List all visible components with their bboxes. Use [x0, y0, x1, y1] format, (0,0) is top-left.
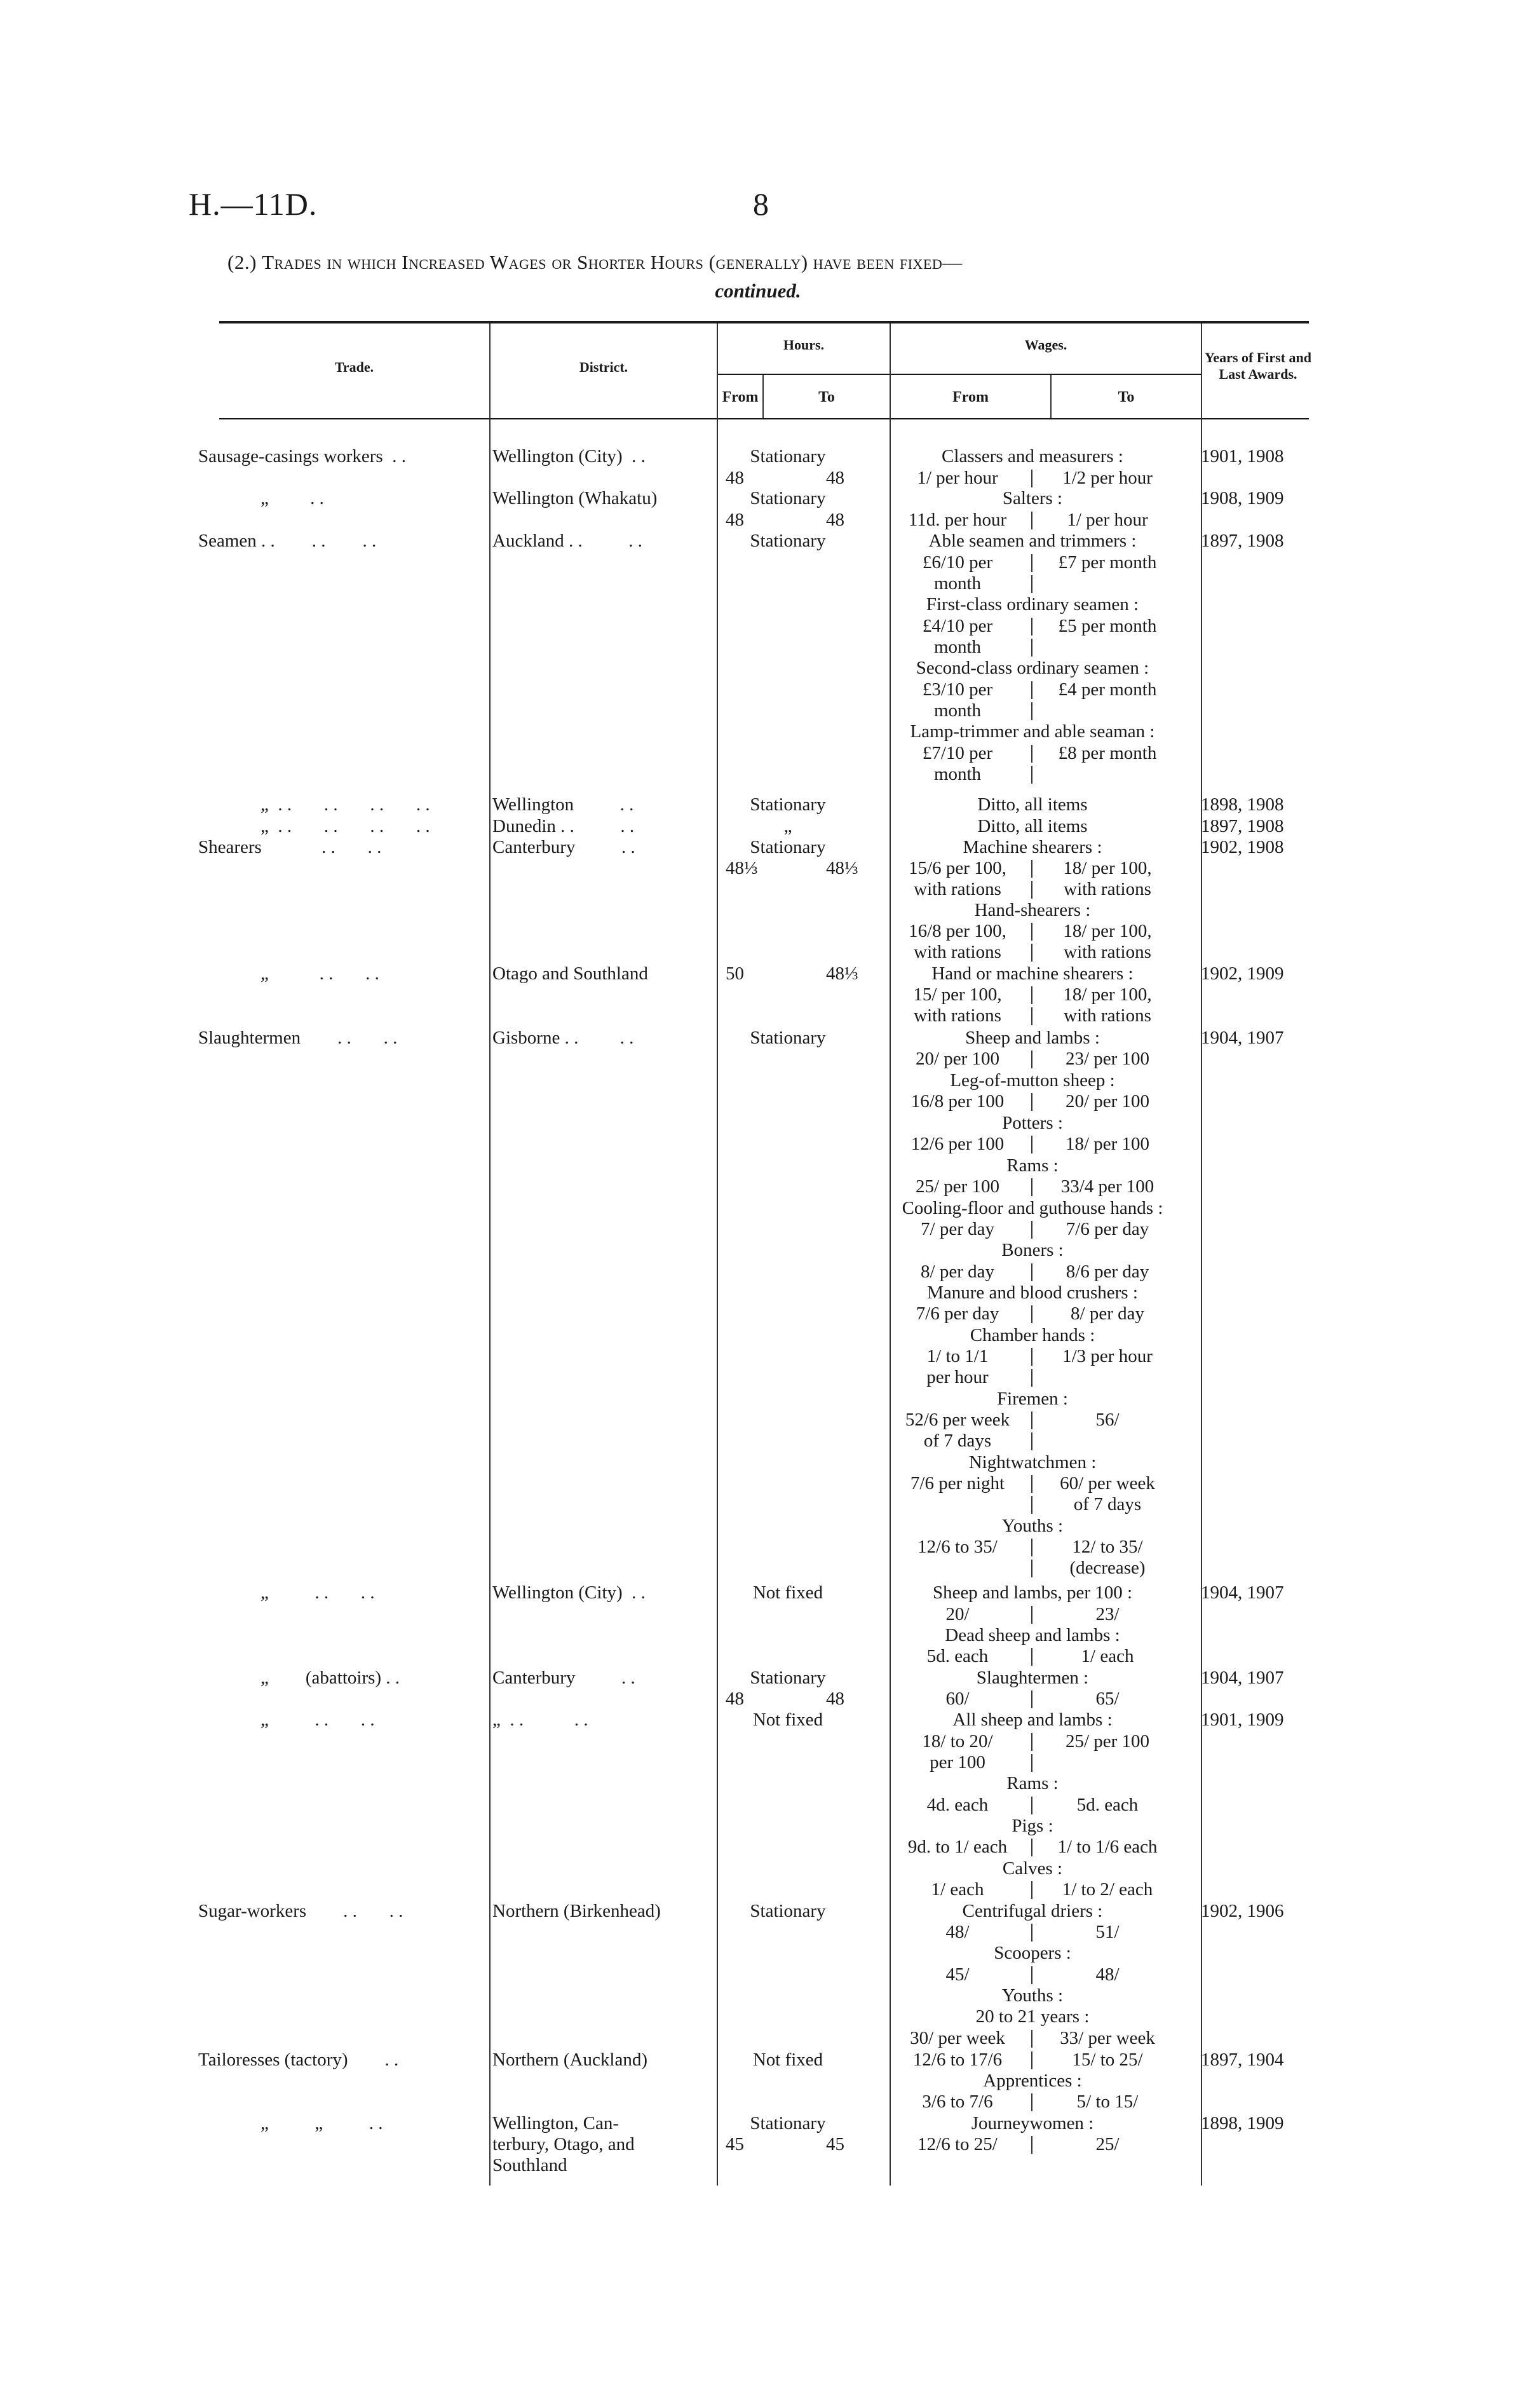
wage-category: Hand or machine shearers :	[931, 963, 1134, 984]
years-cell: 1902, 1908	[1201, 837, 1284, 857]
wage-from-cell: of 7 days	[923, 1431, 992, 1451]
wage-separator	[1031, 575, 1032, 593]
trade-cell: Sausage-casings workers . .	[198, 446, 406, 466]
wage-separator	[1031, 1051, 1032, 1068]
wage-category: Leg-of-mutton sheep :	[950, 1070, 1115, 1091]
trade-cell: Tailoresses (tactory) . .	[198, 2050, 399, 2070]
wage-to-cell: 25/	[1095, 2134, 1120, 2154]
district-cell: Otago and Southland	[492, 963, 648, 984]
trade-cell: „ . .	[261, 488, 324, 508]
wage-separator	[1031, 1136, 1032, 1153]
wage-from-cell: 7/6 per night	[910, 1473, 1005, 1493]
trade-cell: „ . . . .	[261, 1582, 375, 1603]
wage-category: Firemen :	[997, 1389, 1068, 1409]
wage-from-cell: £6/10 per	[922, 552, 993, 573]
years-cell: 1901, 1909	[1201, 1710, 1284, 1730]
wage-separator	[1031, 766, 1032, 784]
wage-from-cell: £7/10 per	[922, 743, 993, 763]
wage-category: Ditto, all items	[977, 816, 1088, 836]
wage-from-cell: 16/8 per 100	[910, 1091, 1005, 1112]
wage-category: Able seamen and trimmers :	[928, 531, 1137, 551]
wage-to-cell: 60/ per week	[1060, 1473, 1155, 1493]
trade-cell: Shearers . . . .	[198, 837, 382, 857]
wage-from-cell: 20/	[945, 1604, 970, 1624]
wage-to-cell: £7 per month	[1058, 552, 1157, 573]
wage-separator	[1031, 470, 1032, 487]
wage-category: Lamp-trimmer and able seaman :	[910, 721, 1155, 742]
wage-category: Youths :	[1001, 1985, 1064, 2006]
wage-from-cell: 1/ per hour	[917, 468, 998, 488]
hours-cell: „	[783, 816, 792, 836]
wage-separator	[1031, 1924, 1032, 1942]
wage-separator	[1031, 745, 1032, 763]
hours-cell: Stationary	[750, 446, 826, 466]
wage-separator	[1031, 512, 1032, 529]
district-cell: Northern (Auckland)	[492, 2050, 647, 2070]
wage-separator	[1031, 1966, 1032, 1984]
wage-from-cell: 15/6 per 100,	[909, 858, 1006, 878]
years-cell: 1904, 1907	[1201, 1582, 1284, 1603]
wage-from-cell: 48/	[945, 1922, 970, 1942]
years-cell: 1908, 1909	[1201, 488, 1284, 508]
title-continued: continued.	[715, 280, 801, 302]
wage-separator	[1031, 923, 1032, 941]
wage-category: Centrifugal driers :	[962, 1901, 1103, 1921]
wage-category: Apprentices :	[983, 2071, 1082, 2091]
header-hours-from: From	[722, 389, 759, 405]
years-cell: 1901, 1908	[1201, 446, 1284, 466]
wage-category: Hand-shearers :	[974, 900, 1091, 920]
years-cell: 1902, 1909	[1201, 963, 1284, 984]
wage-to-cell: 51/	[1095, 1922, 1120, 1942]
wage-category: Rams :	[1006, 1773, 1059, 1793]
wage-separator	[1031, 1369, 1032, 1387]
district-cell: Auckland . . . .	[492, 531, 642, 551]
wage-to-cell: 8/ per day	[1071, 1303, 1144, 1324]
wage-category: Potters :	[1002, 1113, 1063, 1133]
years-cell: 1904, 1907	[1201, 1028, 1284, 1048]
wage-category: Salters :	[1002, 488, 1063, 508]
wage-from-cell: 60/	[945, 1689, 970, 1709]
years-cell: 1904, 1907	[1201, 1668, 1284, 1688]
wage-from-cell: month	[933, 637, 982, 657]
wage-separator	[1031, 1648, 1032, 1666]
wage-category: Boners :	[1001, 1240, 1064, 1260]
wage-category: Cooling-floor and guthouse hands :	[902, 1198, 1163, 1218]
district-cell-continued: terbury, Otago, and	[492, 2134, 635, 2154]
wage-from-cell: month	[933, 573, 982, 594]
wage-to-cell: 1/ each	[1081, 1646, 1134, 1666]
wage-separator	[1031, 1475, 1032, 1493]
hours-cell: Stationary	[750, 2113, 826, 2133]
title-prefix: (2.)	[227, 251, 257, 273]
wage-to-cell: 23/	[1095, 1604, 1120, 1624]
wage-to-cell: 1/ to 2/ each	[1062, 1879, 1153, 1900]
wage-from-cell: with rations	[914, 942, 1001, 962]
hours-from-cell: 48	[726, 468, 744, 488]
trade-cell: Seamen . . . . . .	[198, 531, 377, 551]
wage-separator	[1031, 1496, 1032, 1514]
wage-to-cell: 7/6 per day	[1066, 1219, 1149, 1239]
wage-separator	[1031, 1690, 1032, 1708]
wage-separator	[1031, 1839, 1032, 1856]
wage-separator	[1031, 1560, 1032, 1577]
wage-from-cell: £3/10 per	[922, 679, 993, 700]
wage-from-cell: 52/6 per week	[905, 1410, 1010, 1430]
header-wages-to: To	[1118, 389, 1135, 405]
district-cell: „ . . . .	[492, 1710, 588, 1730]
wage-separator	[1031, 1305, 1032, 1323]
wage-separator	[1031, 681, 1032, 699]
wage-separator	[1031, 944, 1032, 962]
district-cell: Wellington (Whakatu)	[492, 488, 658, 508]
wage-from-cell: per hour	[926, 1367, 989, 1387]
wage-to-cell: 1/ per hour	[1067, 510, 1148, 530]
wage-from-cell: £4/10 per	[922, 616, 993, 636]
wage-from-cell: 5d. each	[926, 1646, 989, 1666]
wage-separator	[1031, 986, 1032, 1004]
wage-from-cell: 18/ to 20/	[922, 1731, 993, 1752]
wage-category: All sheep and lambs :	[952, 1710, 1113, 1730]
hours-cell: Stationary	[750, 488, 826, 508]
hours-cell: Not fixed	[752, 1710, 823, 1730]
district-cell: Northern (Birkenhead)	[492, 1901, 661, 1921]
years-cell: 1897, 1908	[1201, 816, 1284, 836]
district-cell: Dunedin . . . .	[492, 816, 635, 836]
trade-cell: „ . . . . . . . .	[261, 794, 430, 815]
wage-category: Slaughtermen :	[976, 1668, 1089, 1688]
wage-from-cell: month	[933, 764, 982, 784]
hours-cell: Stationary	[750, 1668, 826, 1688]
wage-from-cell: 1/ to 1/1	[926, 1346, 989, 1366]
wage-separator	[1031, 702, 1032, 720]
wage-separator	[1031, 639, 1032, 656]
district-cell: Wellington (City) . .	[492, 1582, 646, 1603]
wage-from-cell: with rations	[914, 1005, 1001, 1026]
wage-separator	[1031, 2051, 1032, 2069]
wage-from-cell: 15/ per 100,	[913, 984, 1002, 1005]
wage-to-cell: 23/ per 100	[1065, 1049, 1150, 1069]
wage-to-cell: 1/2 per hour	[1062, 468, 1153, 488]
wage-separator	[1031, 1432, 1032, 1450]
trade-cell: „ . . . .	[261, 963, 379, 984]
wage-to-cell: 12/ to 35/	[1072, 1537, 1143, 1557]
wage-from-cell: 11d. per hour	[908, 510, 1007, 530]
years-cell: 1898, 1908	[1201, 794, 1284, 815]
district-cell: Wellington, Can-	[492, 2113, 619, 2133]
wage-to-cell: 18/ per 100,	[1063, 984, 1152, 1005]
years-cell: 1902, 1906	[1201, 1901, 1284, 1921]
district-cell-continued: Southland	[492, 2155, 567, 2175]
wage-from-cell: 12/6 to 17/6	[912, 2050, 1003, 2070]
title-text: Trades in which Increased Wages or Shorter Hours (generally) have been fixed—	[262, 251, 963, 273]
hours-from-cell: 48⅓	[726, 858, 758, 878]
wage-from-cell: 12/6 to 25/	[917, 2134, 998, 2154]
wage-separator	[1031, 1093, 1032, 1111]
wage-to-cell: 33/4 per 100	[1060, 1176, 1154, 1197]
hours-cell: Stationary	[750, 531, 826, 551]
wage-to-cell: 1/3 per hour	[1062, 1346, 1153, 1366]
hours-from-cell: 48	[726, 510, 744, 530]
wage-category: Nightwatchmen :	[968, 1452, 1097, 1473]
wage-category: Dead sheep and lambs :	[945, 1625, 1120, 1645]
hours-cell: Stationary	[750, 1028, 826, 1048]
hours-from-cell: 45	[726, 2134, 744, 2154]
wage-category: 20 to 21 years :	[975, 2006, 1090, 2027]
hours-cell: Stationary	[750, 794, 826, 815]
wage-from-cell: 8/ per day	[921, 1262, 994, 1282]
wage-to-cell: 1/ to 1/6 each	[1057, 1837, 1158, 1857]
header-hours-to: To	[818, 389, 835, 405]
wage-to-cell: 18/ per 100	[1065, 1134, 1150, 1154]
years-cell: 1898, 1909	[1201, 2113, 1284, 2133]
wage-category: Scoopers :	[994, 1943, 1071, 1963]
wage-to-cell: with rations	[1064, 1005, 1151, 1026]
wage-to-cell: with rations	[1064, 879, 1151, 899]
wage-from-cell: 25/ per 100	[915, 1176, 1000, 1197]
district-cell: Wellington (City) . .	[492, 446, 646, 466]
wage-separator	[1031, 1881, 1032, 1899]
hours-cell: Stationary	[750, 837, 826, 857]
hours-to-cell: 48	[826, 468, 844, 488]
wage-separator	[1031, 1733, 1032, 1751]
hours-to-cell: 48⅓	[826, 963, 858, 984]
wage-separator	[1031, 1797, 1032, 1814]
years-cell: 1897, 1908	[1201, 531, 1284, 551]
wage-category: Pigs :	[1012, 1816, 1053, 1836]
hours-to-cell: 48	[826, 1689, 844, 1709]
wage-category: Classers and measurers :	[942, 446, 1123, 466]
hours-from-cell: 48	[726, 1689, 744, 1709]
wage-separator	[1031, 1007, 1032, 1025]
wage-separator	[1031, 2093, 1032, 2111]
district-cell: Canterbury . .	[492, 1668, 635, 1688]
wage-from-cell: 7/ per day	[921, 1219, 994, 1239]
wage-to-cell: 65/	[1095, 1689, 1120, 1709]
wage-from-cell: per 100	[930, 1752, 985, 1772]
wage-from-cell: 20/ per 100	[915, 1049, 1000, 1069]
wage-to-cell: £4 per month	[1058, 679, 1157, 700]
wage-to-cell: 33/ per week	[1060, 2028, 1155, 2048]
wage-separator	[1031, 1539, 1032, 1556]
wage-from-cell: 30/ per week	[910, 2028, 1005, 2048]
hours-cell: Stationary	[750, 1901, 826, 1921]
wage-separator	[1031, 554, 1032, 572]
wage-from-cell: 12/6 to 35/	[917, 1537, 998, 1557]
wage-category: Journeywomen :	[971, 2113, 1094, 2133]
wage-to-cell: 18/ per 100,	[1063, 858, 1152, 878]
wage-separator	[1031, 1221, 1032, 1239]
wage-separator	[1031, 2030, 1032, 2048]
wage-category: Chamber hands :	[970, 1325, 1095, 1345]
trade-cell: Sugar-workers . . . .	[198, 1901, 403, 1921]
header-hours: Hours.	[783, 337, 825, 353]
wage-from-cell: 16/8 per 100,	[909, 921, 1006, 941]
wage-from-cell: 4d. each	[926, 1795, 989, 1815]
wage-to-cell: 15/ to 25/	[1072, 2050, 1143, 2070]
header-wages: Wages.	[1024, 337, 1067, 353]
wage-category: Machine shearers :	[963, 837, 1102, 857]
wage-to-cell: £8 per month	[1058, 743, 1157, 763]
hours-cell: Not fixed	[752, 1582, 823, 1603]
hours-cell: Not fixed	[752, 2050, 823, 2070]
trade-cell: „ . . . .	[261, 1710, 375, 1730]
trade-cell: „ . . . . . . . .	[261, 816, 430, 836]
wage-category: Youths :	[1001, 1516, 1064, 1536]
years-cell: 1897, 1904	[1201, 2050, 1284, 2070]
wage-to-cell: of 7 days	[1073, 1494, 1142, 1514]
district-cell: Gisborne . . . .	[492, 1028, 634, 1048]
header-years: Years of First and Last Awards.	[1204, 350, 1312, 382]
header-trade: Trade.	[334, 359, 374, 375]
page-code: H.—11D.	[189, 186, 318, 222]
header-district: District.	[579, 359, 628, 375]
wage-to-cell: 48/	[1095, 1964, 1120, 1985]
wage-from-cell: 12/6 per 100	[910, 1134, 1005, 1154]
district-cell: Wellington . .	[492, 794, 634, 815]
wage-separator	[1031, 1178, 1032, 1196]
wage-from-cell: with rations	[914, 879, 1001, 899]
hours-from-cell: 50	[726, 963, 744, 984]
wage-from-cell: 9d. to 1/ each	[907, 1837, 1008, 1857]
wage-category: Sheep and lambs, per 100 :	[932, 1582, 1133, 1603]
wage-category: Rams :	[1006, 1155, 1059, 1176]
wage-to-cell: 56/	[1095, 1410, 1120, 1430]
wage-to-cell: 18/ per 100,	[1063, 921, 1152, 941]
wage-category: Calves :	[1002, 1858, 1063, 1879]
wage-separator	[1031, 1348, 1032, 1366]
wage-category: Manure and blood crushers :	[927, 1282, 1138, 1303]
wage-separator	[1031, 1411, 1032, 1429]
wage-category: Second-class ordinary seamen :	[916, 658, 1149, 678]
trade-cell: Slaughtermen . . . .	[198, 1028, 398, 1048]
wage-from-cell: 1/ each	[931, 1879, 984, 1900]
wage-separator	[1031, 1754, 1032, 1772]
wage-from-cell: 45/	[945, 1964, 970, 1985]
wage-separator	[1031, 618, 1032, 636]
hours-to-cell: 48	[826, 510, 844, 530]
wage-from-cell: 7/6 per day	[916, 1303, 999, 1324]
wage-category: Sheep and lambs :	[965, 1028, 1100, 1048]
trade-cell: „ „ . .	[261, 2113, 383, 2133]
trade-cell: „ (abattoirs) . .	[261, 1668, 400, 1688]
wage-category: Ditto, all items	[977, 794, 1088, 815]
wage-separator	[1031, 881, 1032, 899]
district-cell: Canterbury . .	[492, 837, 635, 857]
wage-separator	[1031, 860, 1032, 878]
wage-separator	[1031, 1263, 1032, 1281]
wage-from-cell: 3/6 to 7/6	[922, 2092, 993, 2112]
wage-to-cell: £5 per month	[1058, 616, 1157, 636]
wage-separator	[1031, 2136, 1032, 2154]
wage-category: First-class ordinary seamen :	[926, 594, 1139, 615]
page-number: 8	[753, 186, 769, 222]
wage-to-cell: 25/ per 100	[1065, 1731, 1150, 1752]
wage-to-cell: 8/6 per day	[1066, 1262, 1149, 1282]
header-wages-from: From	[952, 389, 989, 405]
hours-to-cell: 45	[826, 2134, 844, 2154]
wage-separator	[1031, 1606, 1032, 1624]
wage-to-cell: 5d. each	[1076, 1795, 1139, 1815]
wage-to-cell: 20/ per 100	[1065, 1091, 1150, 1112]
wage-to-cell: (decrease)	[1069, 1558, 1146, 1578]
wage-from-cell: month	[933, 700, 982, 721]
wage-to-cell: 5/ to 15/	[1076, 2092, 1139, 2112]
hours-to-cell: 48⅓	[826, 858, 858, 878]
wage-to-cell: with rations	[1064, 942, 1151, 962]
